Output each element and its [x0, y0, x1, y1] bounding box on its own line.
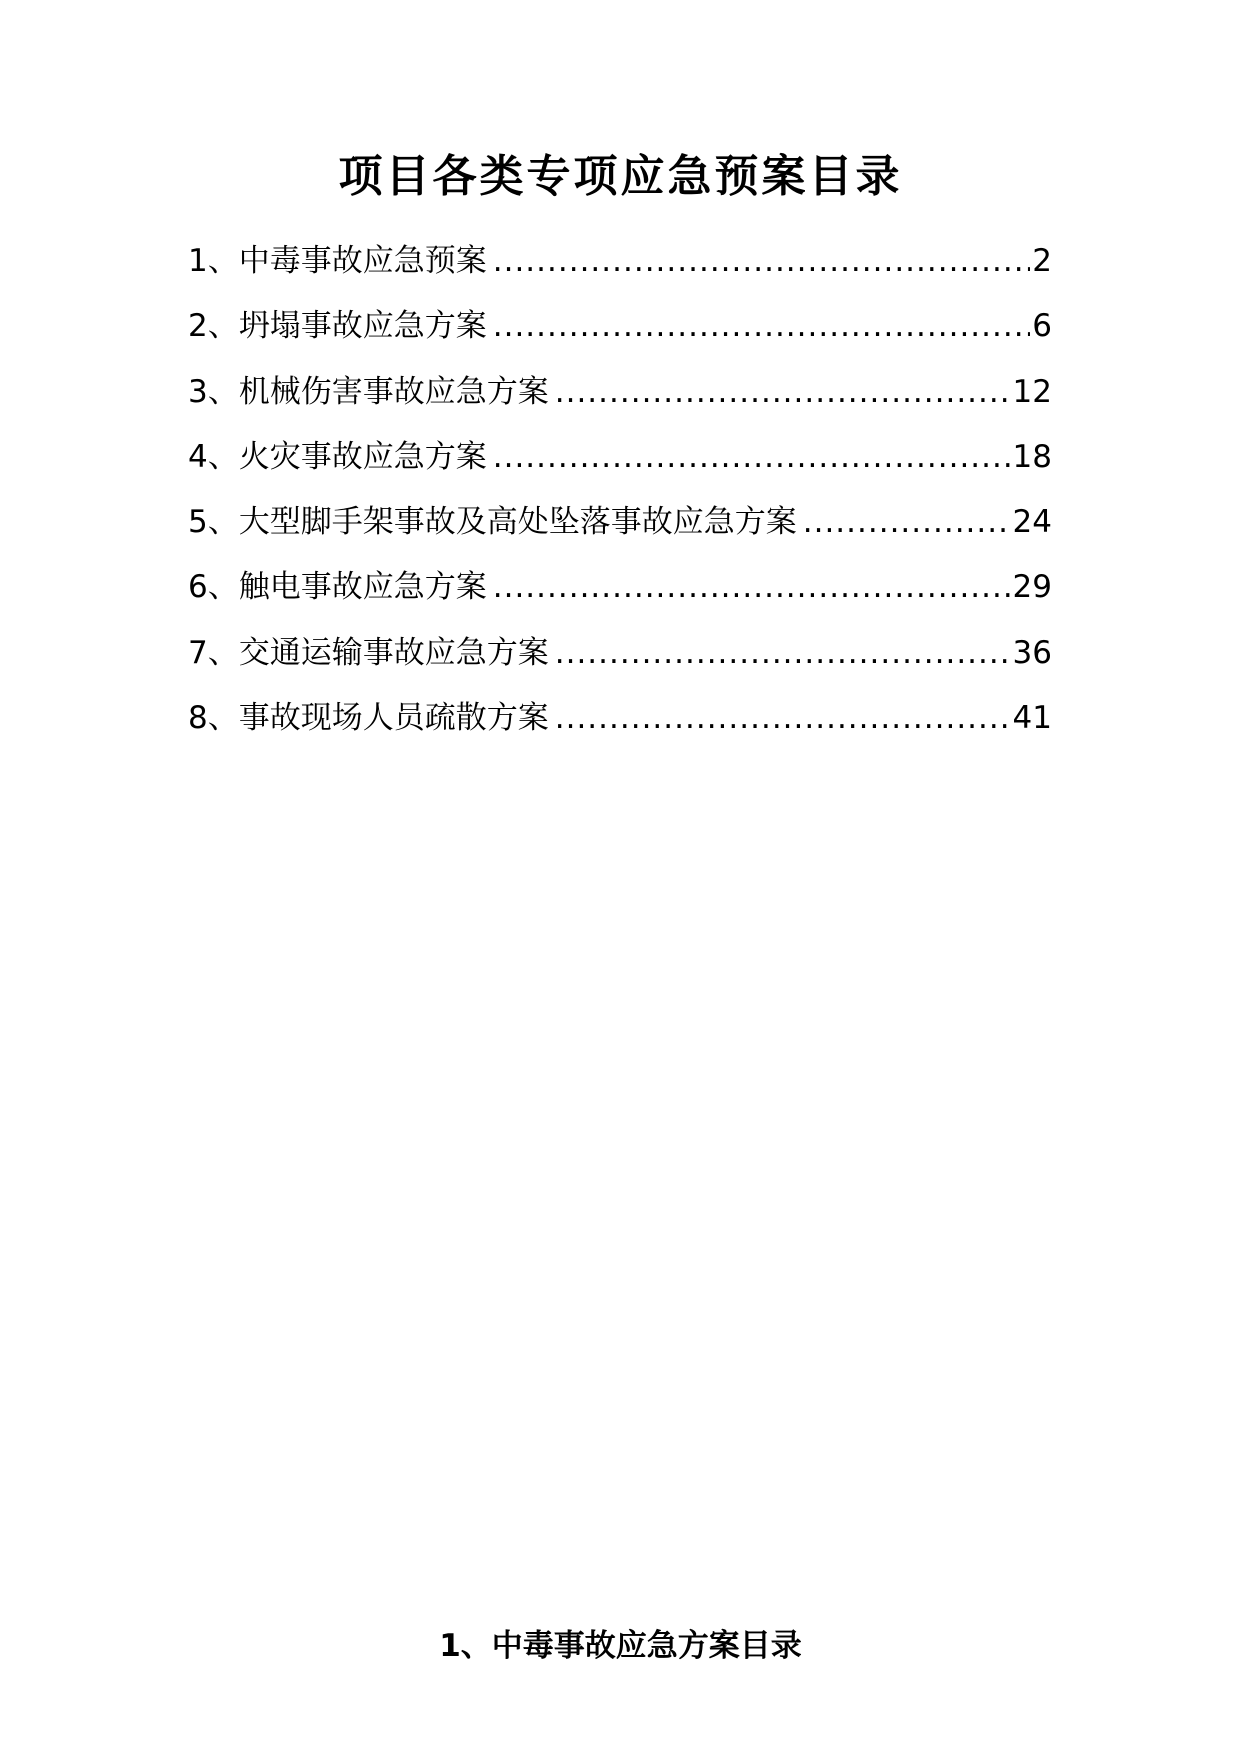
toc-entry[interactable] — [188, 436, 1052, 501]
toc-entry-label: 8、事故现场人员疏散方案 — [188, 700, 549, 737]
toc-dot-leader — [493, 436, 1011, 478]
toc-entry[interactable] — [188, 632, 1052, 697]
toc-entry-page-number: 6 — [1032, 308, 1052, 345]
toc-entry-label: 7、交通运输事故应急方案 — [188, 634, 549, 671]
toc-dot-leader — [803, 501, 1011, 543]
toc-entry-label: 4、火灾事故应急方案 — [188, 438, 487, 475]
toc-entry-label: 6、触电事故应急方案 — [188, 569, 487, 606]
toc-dot-leader — [493, 305, 1031, 347]
toc-dot-leader — [493, 240, 1031, 282]
toc-entry-page-number: 18 — [1012, 438, 1052, 475]
toc-entry-page-number: 24 — [1012, 504, 1052, 541]
toc-entry-page-number: 41 — [1012, 700, 1052, 737]
toc-dot-leader — [555, 632, 1011, 674]
toc-entry-page-number: 36 — [1012, 634, 1052, 671]
toc-dot-leader — [493, 566, 1011, 608]
table-of-contents — [188, 240, 1052, 762]
toc-dot-leader — [555, 371, 1011, 413]
toc-entry[interactable] — [188, 371, 1052, 436]
toc-entry-label: 1、中毒事故应急预案 — [188, 243, 487, 279]
toc-entry-label: 5、大型脚手架事故及高处坠落事故应急方案 — [188, 504, 797, 541]
toc-entry[interactable] — [188, 697, 1052, 762]
toc-entry[interactable] — [188, 566, 1052, 631]
toc-entry[interactable] — [188, 240, 1052, 305]
toc-entry-page-number: 12 — [1012, 373, 1052, 410]
toc-entry[interactable] — [188, 501, 1052, 566]
toc-entry-label: 2、坍塌事故应急方案 — [188, 308, 487, 345]
toc-dot-leader — [555, 697, 1011, 739]
toc-entry-page-number: 29 — [1012, 569, 1052, 606]
toc-entry-page-number: 2 — [1032, 243, 1052, 279]
page-title: 项目各类专项应急预案目录 — [338, 151, 903, 203]
section-heading: 1、中毒事故应急方案目录 — [439, 1627, 802, 1664]
toc-entry-label: 3、机械伤害事故应急方案 — [188, 373, 549, 410]
toc-entry[interactable] — [188, 305, 1052, 370]
